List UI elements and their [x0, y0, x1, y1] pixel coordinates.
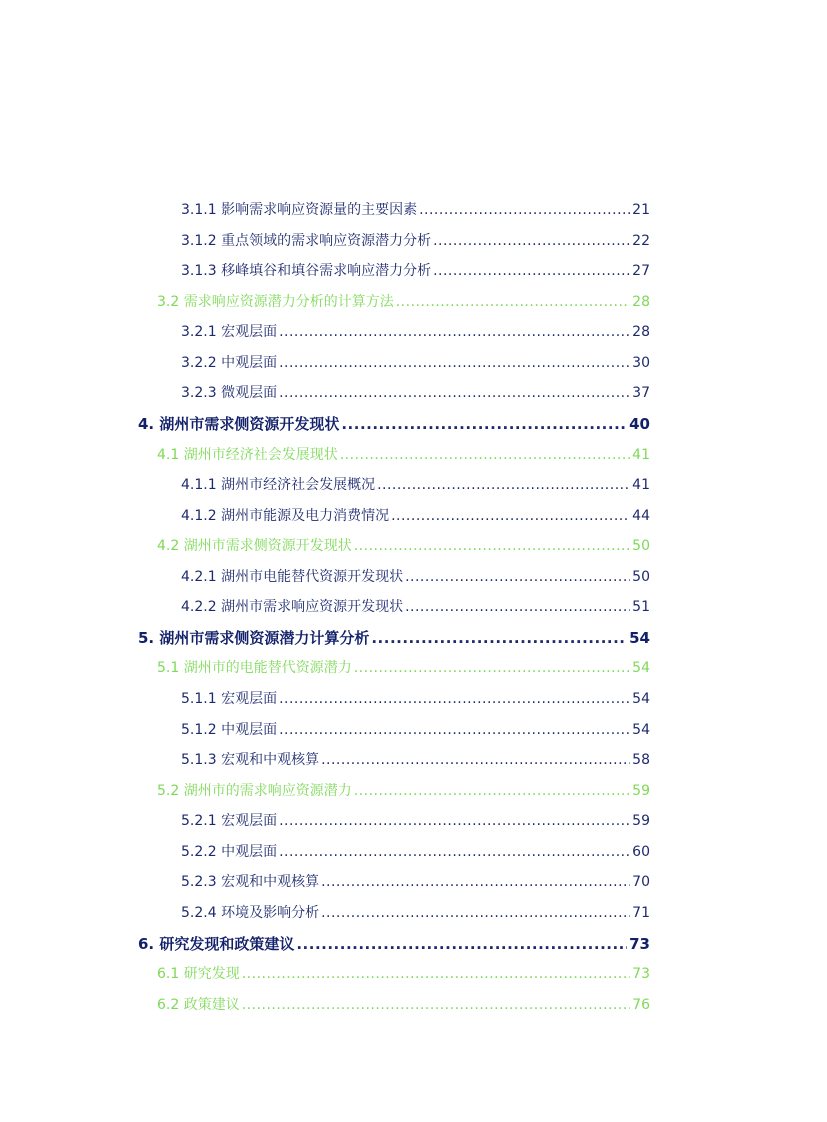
- toc-dot-leader: [396, 290, 630, 314]
- toc-entry-label: 3.2.2 中观层面: [181, 355, 278, 371]
- toc-entry-6[interactable]: [138, 932, 650, 956]
- toc-entry-label: 6.2 政策建议: [157, 997, 240, 1013]
- toc-entry-5-2-1[interactable]: [181, 809, 650, 833]
- toc-entry-label: 5.1.3 宏观和中观核算: [181, 752, 320, 768]
- toc-entry-label: 6.1 研究发现: [157, 966, 240, 982]
- toc-entry-label: 4.2.2 湖州市需求响应资源开发现状: [181, 599, 404, 615]
- toc-entry-3-1-3[interactable]: [181, 259, 650, 283]
- toc-entry-3-2-1[interactable]: [181, 320, 650, 344]
- toc-page-number: 50: [632, 569, 650, 585]
- toc-dot-leader: [340, 443, 630, 467]
- toc-dot-leader: [354, 656, 630, 680]
- toc-dot-leader: [433, 229, 630, 253]
- toc-entry-label: 3.1.1 影响需求响应资源量的主要因素: [181, 202, 418, 218]
- toc-dot-leader: [279, 320, 630, 344]
- toc-entry-4-1-1[interactable]: [181, 473, 650, 497]
- toc-page-number: 54: [632, 691, 650, 707]
- toc-dot-leader: [391, 504, 630, 528]
- toc-entry-5-2[interactable]: [157, 779, 650, 803]
- toc-page-number: 71: [632, 905, 650, 921]
- toc-entry-5-1-3[interactable]: [181, 748, 650, 772]
- toc-dot-leader: [242, 993, 630, 1017]
- toc-dot-leader: [321, 870, 630, 894]
- toc-page-number: 28: [632, 324, 650, 340]
- toc-dot-leader: [354, 534, 630, 558]
- toc-dot-leader: [377, 473, 630, 497]
- toc-page-number: 73: [629, 935, 650, 953]
- toc-entry-label: 3.2.1 宏观层面: [181, 324, 278, 340]
- toc-entry-label: 3.2.3 微观层面: [181, 385, 278, 401]
- toc-entry-label: 4.1 湖州市经济社会发展现状: [157, 447, 338, 463]
- toc-page-number: 40: [629, 415, 650, 433]
- toc-page-number: 60: [632, 844, 650, 860]
- toc-page-number: 21: [632, 202, 650, 218]
- toc-dot-leader: [279, 351, 630, 375]
- toc-entry-5-2-2[interactable]: [181, 840, 650, 864]
- toc-entry-5-2-4[interactable]: [181, 901, 650, 925]
- toc-entry-label: 5.2.2 中观层面: [181, 844, 278, 860]
- toc-entry-label: 4.2 湖州市需求侧资源开发现状: [157, 538, 352, 554]
- toc-page-number: 70: [632, 874, 650, 890]
- toc-page-number: 51: [632, 599, 650, 615]
- toc-dot-leader: [279, 718, 630, 742]
- toc-entry-5-1-1[interactable]: [181, 687, 650, 711]
- toc-entry-4-2-2[interactable]: [181, 595, 650, 619]
- toc-entry-4-2[interactable]: [157, 534, 650, 558]
- toc-entry-label: 5.1.2 中观层面: [181, 722, 278, 738]
- toc-page-number: 30: [632, 355, 650, 371]
- toc-entry-label: 4. 湖州市需求侧资源开发现状: [138, 415, 340, 433]
- toc-entry-label: 5.2.1 宏观层面: [181, 813, 278, 829]
- toc-page-number: 28: [632, 294, 650, 310]
- toc-page-number: 50: [632, 538, 650, 554]
- toc-page-number: 22: [632, 233, 650, 249]
- toc-dot-leader: [296, 932, 627, 956]
- toc-entry-label: 5.1.1 宏观层面: [181, 691, 278, 707]
- toc-page-number: 44: [632, 508, 650, 524]
- toc-entry-5-2-3[interactable]: [181, 870, 650, 894]
- toc-entry-4-1-2[interactable]: [181, 504, 650, 528]
- toc-dot-leader: [371, 626, 627, 650]
- toc-dot-leader: [279, 381, 630, 405]
- toc-dot-leader: [341, 412, 627, 436]
- toc-dot-leader: [279, 687, 630, 711]
- toc-page-number: 37: [632, 385, 650, 401]
- toc-entry-5-1[interactable]: [157, 656, 650, 680]
- toc-page-number: 54: [632, 722, 650, 738]
- toc-dot-leader: [279, 809, 630, 833]
- toc-entry-label: 5.2.3 宏观和中观核算: [181, 874, 320, 890]
- toc-entry-label: 4.1.1 湖州市经济社会发展概况: [181, 477, 376, 493]
- toc-entry-label: 5.2 湖州市的需求响应资源潜力: [157, 783, 352, 799]
- toc-entry-label: 4.1.2 湖州市能源及电力消费情况: [181, 508, 390, 524]
- toc-entry-label: 5. 湖州市需求侧资源潜力计算分析: [138, 629, 370, 647]
- toc-page-number: 58: [632, 752, 650, 768]
- toc-entry-4[interactable]: [138, 412, 650, 436]
- toc-dot-leader: [321, 748, 630, 772]
- toc-dot-leader: [405, 565, 630, 589]
- toc-entry-3-1-1[interactable]: [181, 198, 650, 222]
- toc-entry-label: 4.2.1 湖州市电能替代资源开发现状: [181, 569, 404, 585]
- toc-entry-3-2-2[interactable]: [181, 351, 650, 375]
- toc-entry-3-2[interactable]: [157, 290, 650, 314]
- toc-dot-leader: [354, 779, 630, 803]
- toc-dot-leader: [279, 840, 630, 864]
- toc-entry-6-1[interactable]: [157, 962, 650, 986]
- toc-entry-3-2-3[interactable]: [181, 381, 650, 405]
- toc-entry-5[interactable]: [138, 626, 650, 650]
- toc-entry-label: 3.1.2 重点领域的需求响应资源潜力分析: [181, 233, 432, 249]
- toc-page-number: 76: [632, 997, 650, 1013]
- toc-entry-label: 6. 研究发现和政策建议: [138, 935, 295, 953]
- toc-page-number: 59: [632, 783, 650, 799]
- toc-dot-leader: [419, 198, 630, 222]
- toc-page-number: 27: [632, 263, 650, 279]
- toc-entry-6-2[interactable]: [157, 993, 650, 1017]
- toc-entry-label: 3.1.3 移峰填谷和填谷需求响应潜力分析: [181, 263, 432, 279]
- toc-page-number: 41: [632, 477, 650, 493]
- toc-entry-label: 5.2.4 环境及影响分析: [181, 905, 320, 921]
- toc-page-number: 41: [632, 447, 650, 463]
- toc-dot-leader: [321, 901, 630, 925]
- toc-dot-leader: [433, 259, 630, 283]
- toc-entry-3-1-2[interactable]: [181, 229, 650, 253]
- toc-page-number: 54: [629, 629, 650, 647]
- toc-entry-4-2-1[interactable]: [181, 565, 650, 589]
- toc-dot-leader: [405, 595, 630, 619]
- toc-page-number: 59: [632, 813, 650, 829]
- toc-entry-label: 3.2 需求响应资源潜力分析的计算方法: [157, 294, 394, 310]
- toc-dot-leader: [242, 962, 630, 986]
- toc-entry-4-1[interactable]: [157, 443, 650, 467]
- toc-entry-label: 5.1 湖州市的电能替代资源潜力: [157, 660, 352, 676]
- toc-page-number: 54: [632, 660, 650, 676]
- toc-page-number: 73: [632, 966, 650, 982]
- toc-entry-5-1-2[interactable]: [181, 718, 650, 742]
